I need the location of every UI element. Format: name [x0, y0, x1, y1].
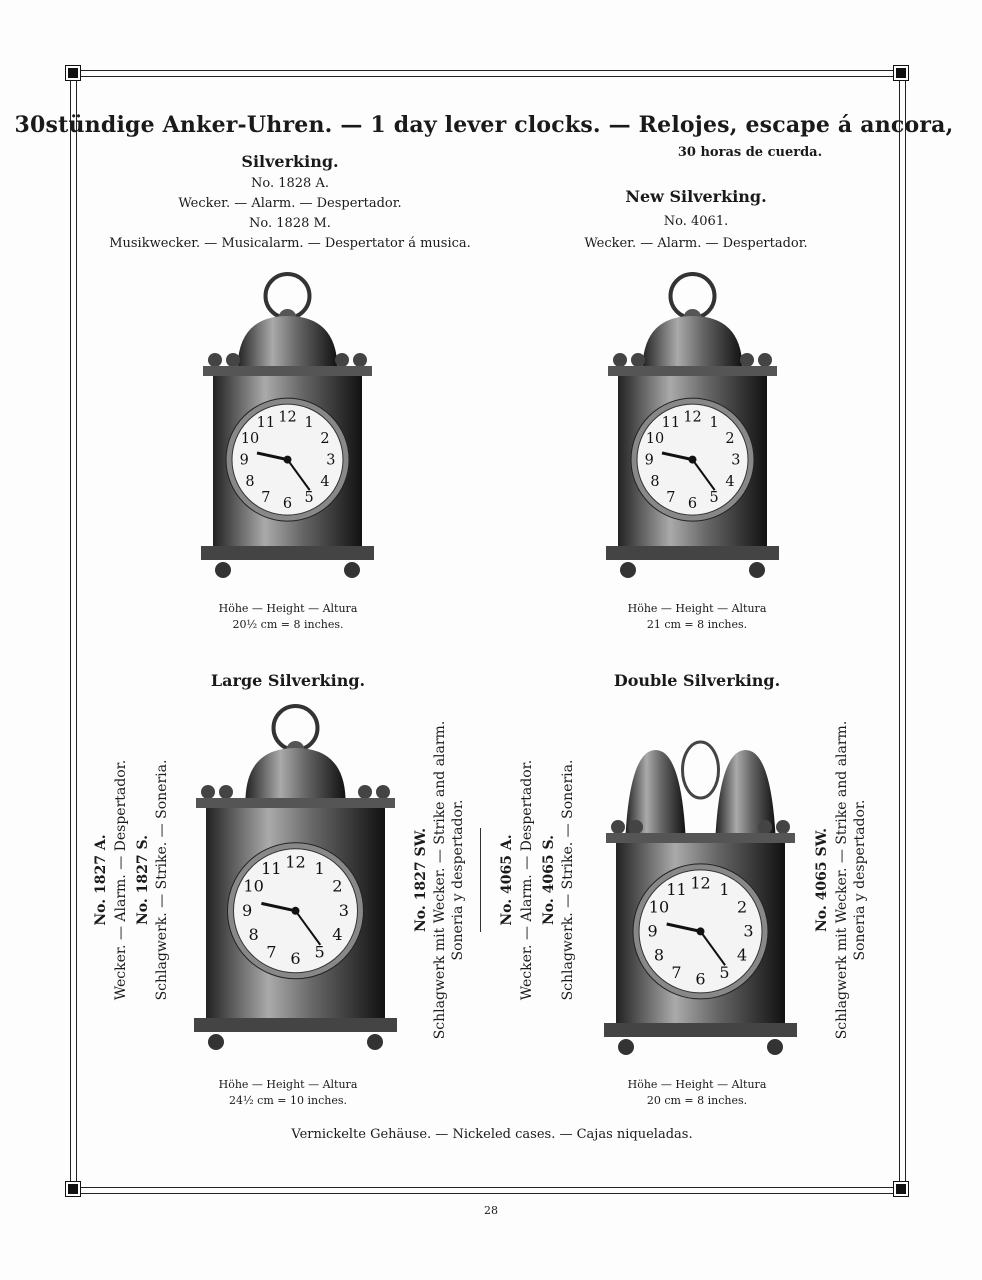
product-number: No. 4065 SW.: [814, 827, 830, 933]
svg-text:5: 5: [314, 942, 325, 962]
height-value: 20½ cm = 8 inches.: [232, 618, 344, 631]
product-description: Schlagwerk mit Wecker. — Strike and alarm.: [432, 720, 448, 1040]
svg-text:9: 9: [242, 900, 253, 920]
svg-text:5: 5: [719, 962, 730, 982]
product-name: Double Silverking.: [613, 671, 781, 690]
height-value: 21 cm = 8 inches.: [646, 618, 748, 631]
svg-text:2: 2: [725, 430, 735, 447]
product-number: No. 1827 A.: [93, 834, 109, 926]
svg-text:11: 11: [256, 415, 276, 432]
footer-note: Vernickelte Gehäuse. — Nickeled cases. — Cajas niqueladas.: [291, 1127, 693, 1142]
svg-text:12: 12: [285, 852, 306, 872]
svg-text:7: 7: [666, 490, 676, 507]
svg-text:6: 6: [687, 495, 698, 512]
product-description: Schlagwerk mit Wecker. — Strike and alarm.: [834, 720, 850, 1040]
height-label: Höhe — Height — Altura: [627, 602, 767, 615]
product-number: No. 4061.: [663, 214, 729, 229]
product-number: No. 4065 S.: [541, 835, 557, 925]
svg-text:4: 4: [320, 474, 330, 491]
svg-text:9: 9: [644, 452, 654, 469]
clock-illustration-large-silverking: [188, 700, 403, 1064]
product-description: Wecker. — Alarm. — Despertador.: [519, 759, 535, 1001]
page-number: 28: [484, 1204, 498, 1217]
height-label: Höhe — Height — Altura: [218, 602, 358, 615]
svg-text:1: 1: [314, 858, 325, 878]
product-number: No. 4065 A.: [499, 834, 515, 926]
svg-text:10: 10: [648, 897, 670, 917]
product-number: No. 1827 SW.: [413, 827, 429, 933]
svg-text:2: 2: [320, 430, 330, 447]
svg-text:3: 3: [338, 900, 349, 920]
svg-text:11: 11: [261, 858, 282, 878]
svg-text:6: 6: [282, 495, 293, 512]
bell-dome: [246, 748, 346, 798]
product-number: No. 1828 M.: [249, 216, 331, 231]
product-description: Wecker. — Alarm. — Despertador.: [113, 759, 129, 1001]
corner-ornament: [894, 66, 908, 80]
page-title: 30stündige Anker-Uhren. — 1 day lever clocks. — Relojes, escape á ancora,: [14, 112, 954, 138]
svg-text:7: 7: [266, 942, 277, 962]
product-description: Soneria y despertador.: [852, 799, 868, 961]
svg-text:5: 5: [304, 490, 314, 507]
corner-ornament: [66, 1182, 80, 1196]
svg-text:11: 11: [661, 415, 681, 432]
svg-text:9: 9: [239, 452, 249, 469]
product-description: Wecker. — Alarm. — Despertador.: [584, 236, 808, 251]
svg-text:4: 4: [332, 924, 343, 944]
svg-text:6: 6: [290, 949, 301, 969]
clock-illustration-silverking: [195, 268, 380, 592]
svg-text:11: 11: [666, 879, 687, 899]
svg-text:7: 7: [671, 962, 682, 982]
bell-dome: [643, 316, 743, 366]
svg-text:10: 10: [240, 430, 260, 447]
corner-ornament: [66, 66, 80, 80]
product-description: Schlagwerk. — Strike. — Soneria.: [154, 759, 170, 1001]
svg-text:5: 5: [709, 490, 719, 507]
clock-illustration-double-silverking: [598, 725, 803, 1069]
product-name: New Silverking.: [625, 187, 767, 206]
corner-ornament: [894, 1182, 908, 1196]
svg-text:3: 3: [731, 452, 741, 469]
svg-text:12: 12: [690, 873, 711, 893]
svg-text:8: 8: [653, 945, 665, 965]
handle-ring-icon: [683, 742, 719, 798]
svg-text:8: 8: [248, 924, 259, 944]
product-description: Musikwecker. — Musicalarm. — Despertator á musica.: [109, 236, 471, 251]
height-value: 20 cm = 8 inches.: [646, 1094, 748, 1107]
divider-ornament: [480, 828, 481, 932]
svg-text:2: 2: [332, 876, 343, 896]
svg-text:1: 1: [719, 879, 730, 899]
svg-text:9: 9: [647, 921, 658, 941]
svg-text:12: 12: [278, 409, 297, 426]
height-label: Höhe — Height — Altura: [218, 1078, 358, 1091]
svg-text:1: 1: [304, 415, 314, 432]
product-number: No. 1827 S.: [135, 835, 151, 925]
clock-illustration-new-silverking: [600, 268, 785, 592]
height-label: Höhe — Height — Altura: [627, 1078, 767, 1091]
svg-text:8: 8: [245, 474, 255, 491]
svg-text:10: 10: [645, 430, 665, 447]
svg-text:4: 4: [725, 474, 735, 491]
product-description: Soneria y despertador.: [450, 799, 466, 961]
svg-text:3: 3: [326, 452, 336, 469]
svg-text:8: 8: [650, 474, 660, 491]
page-subtitle: 30 horas de cuerda.: [677, 145, 823, 160]
svg-text:7: 7: [261, 490, 271, 507]
svg-text:6: 6: [695, 969, 706, 989]
bell-dome: [238, 316, 338, 366]
product-description: Schlagwerk. — Strike. — Soneria.: [560, 759, 576, 1001]
product-name: Silverking.: [241, 152, 339, 171]
svg-text:4: 4: [736, 945, 748, 965]
svg-text:1: 1: [709, 415, 719, 432]
svg-text:10: 10: [243, 876, 264, 896]
svg-text:3: 3: [743, 921, 754, 941]
height-value: 24½ cm = 10 inches.: [229, 1094, 347, 1107]
svg-text:12: 12: [683, 409, 702, 426]
product-number: No. 1828 A.: [251, 176, 329, 191]
product-description: Wecker. — Alarm. — Despertador.: [178, 196, 402, 211]
svg-text:2: 2: [736, 897, 748, 917]
product-name: Large Silverking.: [210, 671, 366, 690]
